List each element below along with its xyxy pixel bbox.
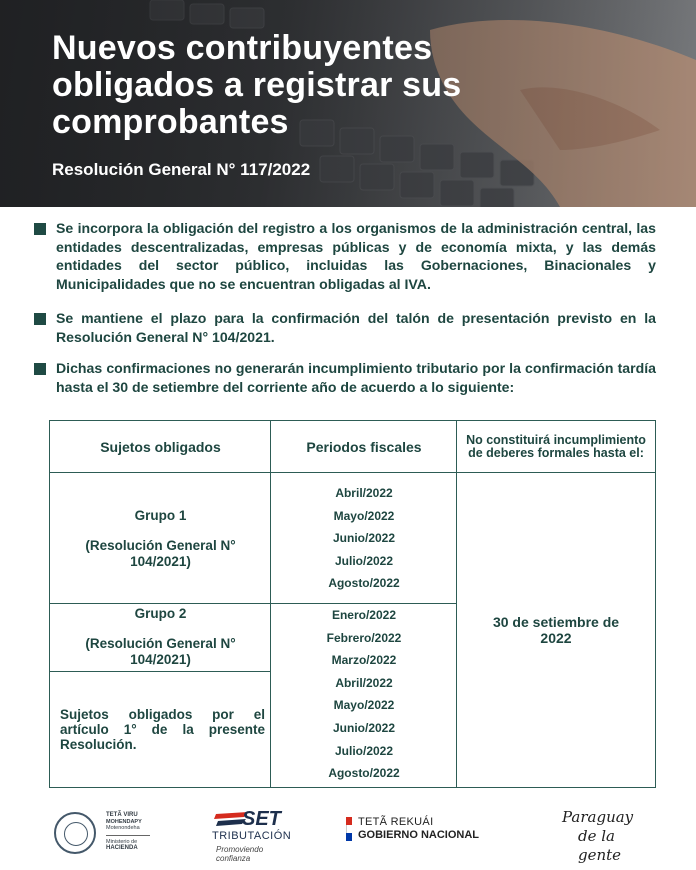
period-item: Junio/2022: [332, 720, 396, 735]
group1-ref: (Resolución General N° 104/2021): [85, 537, 236, 569]
gov-line2: GOBIERNO NACIONAL: [358, 829, 479, 841]
periods-group2-cell: [270, 603, 458, 788]
period-item: Abril/2022: [335, 486, 393, 501]
period-item: Mayo/2022: [333, 508, 395, 523]
hero-banner: [0, 0, 696, 207]
header-periods: Periodos fiscales: [270, 420, 458, 474]
square-bullet-icon: [34, 313, 46, 325]
bullet-list: [34, 219, 656, 396]
slogan-line2: de la gente: [578, 827, 622, 864]
ministry-line5: HACIENDA: [106, 845, 138, 851]
bullet-item: [34, 309, 656, 359]
set-subtitle: TRIBUTACIÓN: [212, 830, 292, 842]
ministry-line3: Motenondeha: [106, 825, 140, 831]
national-seal-icon: [54, 812, 96, 854]
period-item: Julio/2022: [334, 553, 394, 568]
article-subjects-cell: Sujetos obligados por el artículo 1° de la presente Resolución.: [49, 671, 272, 788]
period-item: Agosto/2022: [328, 766, 400, 781]
set-logo: [210, 808, 294, 862]
paraguay-slogan: [560, 808, 660, 865]
period-item: Marzo/2022: [331, 653, 397, 668]
ministry-line1: TETÃ VIRU: [106, 812, 138, 818]
flag-icon: [346, 817, 352, 841]
footer-logos: [0, 800, 696, 870]
period-item: Enero/2022: [331, 608, 397, 622]
hero-subtitle: Resolución General N° 117/2022: [52, 160, 311, 179]
period-item: Julio/2022: [334, 743, 394, 758]
set-wordmark: SET: [242, 808, 281, 830]
bullet-item: [34, 359, 656, 396]
header-subjects: Sujetos obligados: [49, 420, 272, 474]
ministry-line2: MOHENDAPY: [106, 818, 142, 825]
group1-cell: [49, 472, 272, 605]
ministry-line4: Ministerio de: [106, 838, 138, 845]
group2-name: Grupo 2: [134, 606, 187, 621]
period-item: Junio/2022: [332, 531, 396, 546]
period-item: Abril/2022: [335, 675, 393, 690]
square-bullet-icon: [34, 363, 46, 375]
period-item: Febrero/2022: [326, 630, 402, 645]
header-deadline: No constituirá incumplimiento de deberes formales hasta el:: [456, 420, 656, 474]
hero-title: Nuevos contribuyentes obligados a registrar sus comprobantes: [52, 29, 462, 141]
bullet-text: Se incorpora la obligación del registro a los organismos de la administración central, las entidades descentralizadas, empresas públicas y de economía mixta, y las demás entidades del sector público, incluidas las Gobernaciones, Binacionales y Municipalidades que no se encuentran obligadas al IVA.: [56, 220, 656, 292]
group2-cell: [49, 603, 272, 673]
square-bullet-icon: [34, 223, 46, 235]
gov-line1: TETÃ REKUÁI: [358, 816, 434, 828]
bullet-text: Se mantiene el plazo para la confirmación del talón de presentación previsto en la Resolución General N° 104/2021.: [56, 310, 656, 345]
group1-name: Grupo 1: [134, 507, 187, 523]
group2-ref: (Resolución General N° 104/2021): [85, 636, 236, 667]
period-item: Mayo/2022: [333, 698, 395, 713]
set-slogan: Promoviendo confianza: [216, 845, 264, 863]
periods-group1-cell: [270, 472, 458, 605]
bullet-text: Dichas confirmaciones no generarán incumplimiento tributario por la confirmación tardía hasta el 30 de setiembre del corriente año de acuerdo a lo siguiente:: [56, 360, 656, 395]
deadlines-table: [49, 420, 656, 788]
deadline-cell: 30 de setiembre de 2022: [456, 472, 656, 788]
period-item: Agosto/2022: [328, 576, 400, 591]
slogan-line1: Paraguay: [562, 808, 634, 826]
bullet-item: [34, 219, 656, 309]
ministry-logo: [106, 812, 166, 852]
